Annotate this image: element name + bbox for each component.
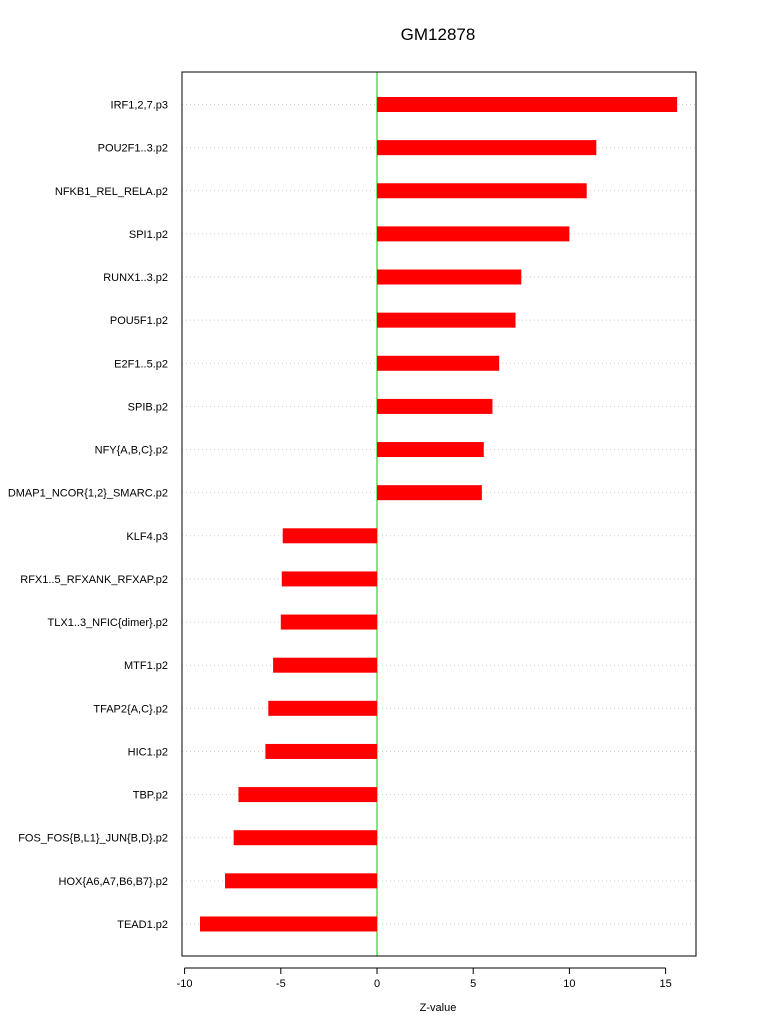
bar — [234, 830, 377, 845]
bar — [283, 528, 377, 543]
bar — [377, 140, 596, 155]
category-label: NFKB1_REL_RELA.p2 — [54, 185, 168, 198]
category-label: TBP.p2 — [132, 789, 168, 802]
category-label: KLF4.p3 — [126, 530, 168, 543]
category-label: HIC1.p2 — [127, 746, 168, 759]
bar — [200, 916, 377, 931]
bar — [377, 183, 587, 198]
category-label: RUNX1..3.p2 — [103, 272, 168, 285]
category-label: E2F1..5.p2 — [114, 358, 168, 371]
category-label: MTF1.p2 — [123, 660, 168, 673]
category-label: TLX1..3_NFIC{dimer}.p2 — [47, 617, 168, 630]
bar — [282, 571, 377, 586]
category-label: SPIB.p2 — [127, 401, 168, 414]
x-tick-label: 10 — [563, 978, 576, 990]
bar — [281, 615, 377, 630]
category-label: TFAP2{A,C}.p2 — [93, 703, 168, 716]
category-label: POU2F1..3.p2 — [97, 142, 168, 155]
category-label: RFX1..5_RFXANK_RFXAP.p2 — [20, 573, 168, 586]
category-label: IRF1,2,7.p3 — [110, 99, 168, 112]
category-labels — [8, 100, 168, 931]
x-axis-label: Z-value — [419, 1002, 457, 1014]
category-label: NFY{A,B,C}.p2 — [94, 444, 168, 457]
x-tick-label: -10 — [176, 978, 193, 990]
category-label: DMAP1_NCOR{1,2}_SMARC.p2 — [7, 487, 168, 500]
bar — [377, 313, 516, 328]
category-label: SPI1.p2 — [128, 228, 168, 241]
category-label: HOX{A6,A7,B6,B7}.p2 — [58, 875, 168, 888]
bars-layer — [200, 97, 677, 931]
category-label: TEAD1.p2 — [117, 918, 168, 931]
category-label: FOS_FOS{B,L1}_JUN{B,D}.p2 — [18, 832, 168, 845]
bar — [377, 399, 492, 414]
bar — [377, 270, 521, 285]
x-axis — [177, 968, 672, 990]
chart-title: GM12878 — [400, 25, 476, 44]
bar — [377, 226, 569, 241]
category-label: POU5F1.p2 — [109, 315, 168, 328]
bar — [225, 873, 377, 888]
bar — [265, 744, 377, 759]
x-tick-label: 0 — [373, 978, 381, 990]
x-tick-label: 5 — [470, 978, 477, 990]
bar — [273, 658, 377, 673]
bar — [268, 701, 377, 716]
bar — [377, 485, 482, 500]
x-tick-label: 15 — [659, 978, 672, 990]
bar — [377, 356, 499, 371]
bar — [238, 787, 377, 802]
plot-frame — [182, 72, 696, 956]
bar — [377, 442, 484, 457]
x-tick-label: -5 — [275, 978, 286, 990]
bar — [377, 97, 677, 112]
